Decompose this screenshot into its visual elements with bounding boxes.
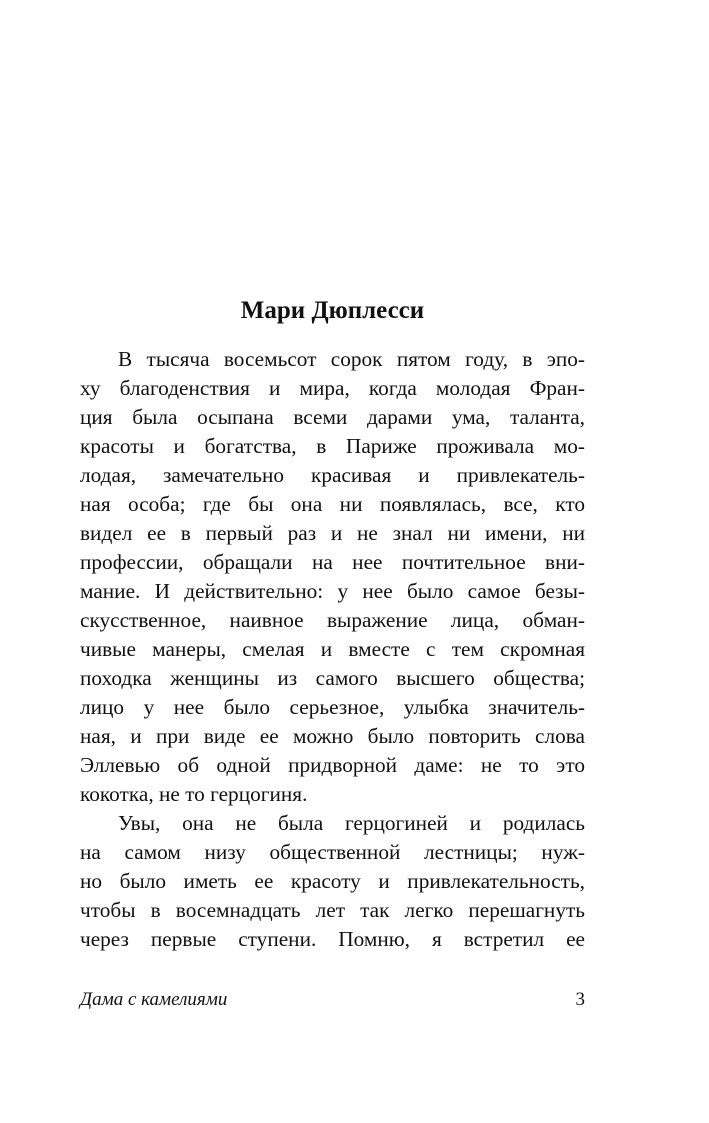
- text-line: ху благоденствия и мира, когда молодая Фран-: [80, 376, 585, 400]
- text-line: кокотка, не то герцогиня.: [80, 782, 308, 806]
- chapter-title: Мари Дюплесси: [240, 297, 425, 324]
- text-line: лодая, замечательно красивая и привлекатель-: [80, 463, 585, 487]
- paragraph: [80, 345, 585, 809]
- paragraph: [80, 809, 585, 954]
- text-line: красоты и богатства, в Париже проживала мо-: [80, 434, 585, 458]
- text-line: Эллевью об одной придворной даме: не то это: [80, 753, 585, 777]
- text-line: лицо у нее было серьезное, улыбка значитель-: [80, 695, 585, 719]
- text-line: В тысяча восемьсот сорок пятом году, в эпо-: [118, 347, 585, 371]
- page-footer: [80, 989, 585, 1019]
- text-line: через первые ступени. Помню, я встретил ее: [80, 927, 585, 951]
- running-title: Дама с камелиями: [80, 989, 228, 1010]
- text-line: Увы, она не была герцогиней и родилась: [118, 811, 585, 835]
- text-line: походка женщины из самого высшего общества;: [80, 666, 585, 690]
- text-line: ная, и при виде ее можно было повторить слова: [80, 724, 585, 748]
- text-line: ная особа; где бы она ни появлялась, все, кто: [80, 492, 585, 516]
- body-text: [80, 345, 585, 954]
- text-line: скусственное, наивное выражение лица, обман-: [80, 608, 585, 632]
- text-line: но было иметь ее красоту и привлекательность,: [80, 869, 585, 893]
- text-line: чтобы в восемнадцать лет так легко перешагнуть: [80, 898, 585, 922]
- text-line: чивые манеры, смелая и вместе с тем скромная: [80, 637, 585, 661]
- text-line: видел ее в первый раз и не знал ни имени, ни: [80, 521, 585, 545]
- text-line: на самом низу общественной лестницы; нуж-: [80, 840, 585, 864]
- text-line: ция была осыпана всеми дарами ума, таланта,: [80, 405, 585, 429]
- text-line: мание. И действительно: у нее было самое безы-: [80, 579, 585, 603]
- page-number: 3: [575, 989, 585, 1010]
- text-line: профессии, обращали на нее почтительное вни-: [80, 550, 585, 574]
